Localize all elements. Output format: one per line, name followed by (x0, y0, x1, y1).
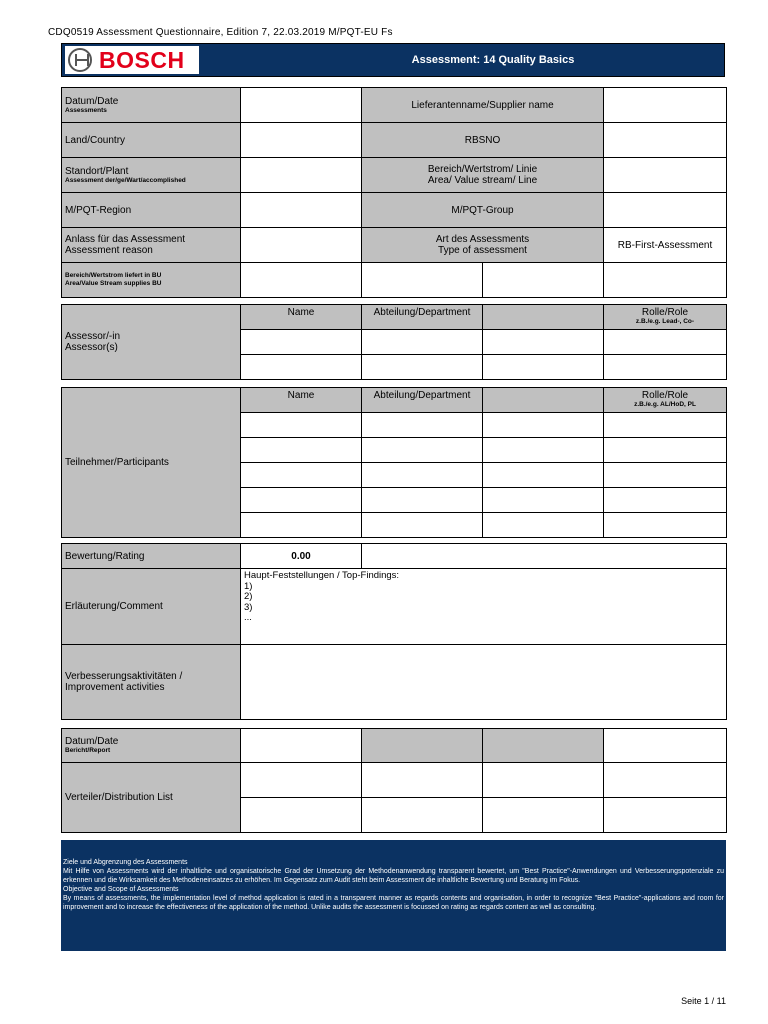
comment-field[interactable] (241, 569, 727, 645)
datum-label: Datum/Date Assessments (62, 88, 241, 123)
participant-2-name[interactable] (241, 438, 362, 463)
col-blank-header (483, 388, 604, 413)
col-blank-header (483, 305, 604, 330)
reason-field[interactable] (241, 228, 362, 263)
assessor-2-extra[interactable] (483, 355, 604, 380)
assessor-2-name[interactable] (241, 355, 362, 380)
participant-4-dept[interactable] (362, 488, 483, 513)
participant-3-name[interactable] (241, 463, 362, 488)
bu-label: Bereich/Wertstrom liefert in BU Area/Value Stream supplies BU (62, 263, 241, 298)
participant-1-extra[interactable] (483, 413, 604, 438)
participants-label: Teilnehmer/Participants (62, 388, 241, 538)
scope-text-de: Mit Hilfe von Assessments wird der inhaltliche und organisatorische Grad der Umsetzung der Methodenanwendung transparent bewertet, um "Best Practice"-Anwendungen und Verbesserungspotenziale zu erkennen und die Wirksamkeit des Methodeneinsatzes zu erhöhen. Im Gegensatz zum Audit steht beim Assessment die inhaltliche Bewertung und Beratung im Fokus. (63, 868, 724, 884)
scope-title-de: Ziele und Abgrenzung des Assessments (63, 859, 188, 866)
scope-text-en: By means of assessments, the implementation level of method application is rated in a transparent manner as regards contents and organisation, in order to recognize "Best Practice"-applications and room for improvement and to increase the effectiveness of the application of the method. Unlike audits the assessment is focussed on rating as regards content as well as consulting. (63, 895, 724, 911)
general-info-table (61, 87, 727, 298)
report-date-label: Datum/Date Bericht/Report (62, 729, 241, 763)
type-label: Art des Assessments Type of assessment (362, 228, 604, 263)
participant-3-extra[interactable] (483, 463, 604, 488)
plant-label: Standort/Plant Assessment der/ge/Wart/accomplished (62, 158, 241, 193)
improvement-field[interactable] (241, 645, 727, 720)
bosch-armature-icon (68, 48, 92, 72)
report-gray-cell-1 (362, 729, 483, 763)
scope-info-box (61, 840, 726, 951)
assessor-1-name[interactable] (241, 330, 362, 355)
rbsno-label: RBSNO (362, 123, 604, 158)
rating-extra-field[interactable] (362, 544, 727, 569)
report-extra-field[interactable] (604, 729, 727, 763)
assessor-1-role[interactable] (604, 330, 727, 355)
logo-text: BOSCH (99, 47, 185, 73)
reason-label: Anlass für das Assessment Assessment reason (62, 228, 241, 263)
finding-more: ... (244, 612, 252, 623)
report-gray-cell-2 (483, 729, 604, 763)
group-field[interactable] (604, 193, 727, 228)
col-name-header: Name (241, 388, 362, 413)
assessors-label: Assessor/-in Assessor(s) (62, 305, 241, 380)
participant-3-dept[interactable] (362, 463, 483, 488)
page-number: Seite 1 / 11 (681, 996, 726, 1006)
supplier-label: Lieferantenname/Supplier name (362, 88, 604, 123)
assessor-1-extra[interactable] (483, 330, 604, 355)
col-role-header: Rolle/Role z.B./e.g. AL/HoD, PL (604, 388, 727, 413)
participant-5-extra[interactable] (483, 513, 604, 538)
report-table (61, 728, 727, 833)
improvement-label: Verbesserungsaktivitäten / Improvement activities (62, 645, 241, 720)
participant-2-role[interactable] (604, 438, 727, 463)
col-dept-header: Abteilung/Department (362, 305, 483, 330)
assessor-2-role[interactable] (604, 355, 727, 380)
document-header: CDQ0519 Assessment Questionnaire, Edition 7, 22.03.2019 M/PQT-EU Fs (48, 27, 393, 38)
rating-value: 0.00 (241, 544, 362, 569)
participant-4-name[interactable] (241, 488, 362, 513)
distribution-1-2[interactable] (362, 763, 483, 798)
distribution-2-1[interactable] (241, 798, 362, 833)
participant-1-dept[interactable] (362, 413, 483, 438)
bu-field-2[interactable] (362, 263, 483, 298)
finding-3: 3) (244, 601, 253, 613)
participant-4-extra[interactable] (483, 488, 604, 513)
bosch-logo (65, 46, 199, 74)
participant-4-role[interactable] (604, 488, 727, 513)
country-field[interactable] (241, 123, 362, 158)
comment-label: Erläuterung/Comment (62, 569, 241, 645)
participant-1-name[interactable] (241, 413, 362, 438)
area-label: Bereich/Wertstrom/ Linie Area/ Value stream/ Line (362, 158, 604, 193)
type-field[interactable]: RB-First-Assessment (604, 228, 727, 263)
distribution-label: Verteiler/Distribution List (62, 763, 241, 833)
supplier-field[interactable] (604, 88, 727, 123)
findings-title: Haupt-Feststellungen / Top-Findings: (244, 570, 400, 581)
participant-2-extra[interactable] (483, 438, 604, 463)
col-role-header: Rolle/Role z.B./e.g. Lead-, Co- (604, 305, 727, 330)
assessor-2-dept[interactable] (362, 355, 483, 380)
area-field[interactable] (604, 158, 727, 193)
assessor-1-dept[interactable] (362, 330, 483, 355)
participant-2-dept[interactable] (362, 438, 483, 463)
group-label: M/PQT-Group (362, 193, 604, 228)
participant-3-role[interactable] (604, 463, 727, 488)
bu-field-3[interactable] (483, 263, 604, 298)
participant-1-role[interactable] (604, 413, 727, 438)
region-field[interactable] (241, 193, 362, 228)
col-name-header: Name (241, 305, 362, 330)
assessors-table (61, 304, 727, 380)
region-label: M/PQT-Region (62, 193, 241, 228)
distribution-1-4[interactable] (604, 763, 727, 798)
finding-1: 1) (244, 580, 253, 592)
page-title: Assessment: 14 Quality Basics (411, 54, 575, 66)
distribution-1-1[interactable] (241, 763, 362, 798)
col-dept-header: Abteilung/Department (362, 388, 483, 413)
distribution-2-2[interactable] (362, 798, 483, 833)
participant-5-name[interactable] (241, 513, 362, 538)
finding-2: 2) (244, 591, 253, 602)
distribution-2-4[interactable] (604, 798, 727, 833)
distribution-2-3[interactable] (483, 798, 604, 833)
plant-field[interactable] (241, 158, 362, 193)
participant-5-role[interactable] (604, 513, 727, 538)
distribution-1-3[interactable] (483, 763, 604, 798)
report-date-field[interactable] (241, 729, 362, 763)
datum-field[interactable] (241, 88, 362, 123)
bu-field-1[interactable] (241, 263, 362, 298)
bu-field-4[interactable] (604, 263, 727, 298)
scope-title-en: Objective and Scope of Assessments (63, 886, 179, 893)
participants-table (61, 387, 727, 538)
country-label: Land/Country (62, 123, 241, 158)
title-banner (61, 43, 725, 77)
rating-table (61, 543, 727, 720)
rbsno-field[interactable] (604, 123, 727, 158)
rating-label: Bewertung/Rating (62, 544, 241, 569)
participant-5-dept[interactable] (362, 513, 483, 538)
